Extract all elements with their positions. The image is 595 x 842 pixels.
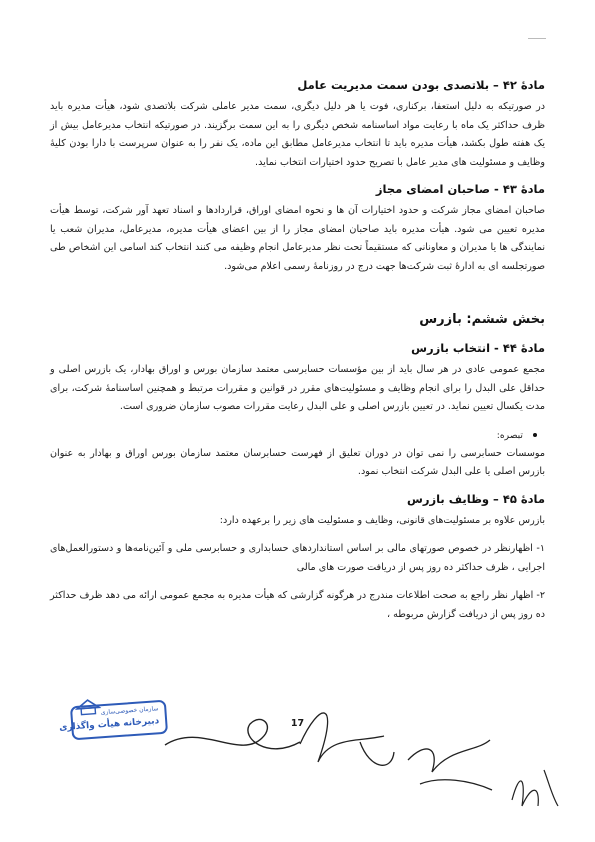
article-43-body: صاحبان امضای مجاز شرکت و حدود اختیارات آن ها و نحوه امضای اوراق، قراردادها و اسناد تعهد آور شرکت، توسط هیأت مدیره تعیین می شود. هیأت مدیره باید صاحبان امضای مجاز را از بین اعضای هیأت مدیره، مدیرعامل، مدیران شعب یا نمایندگی ها یا مدیران و معاونانی که مستقیماً تحت نظر مدیرعامل انجام وظیفه می کنند انتخاب کند اسامی این اشخاص طی صورتجلسه ای به ادارهٔ ثبت شرکت‌ها جهت درج در روزنامهٔ رسمی اعلام می‌شود. xyxy=(50,205,545,272)
stamp-line-2: دبیرخانه هیأت واگذاری xyxy=(58,716,160,734)
signature-1 xyxy=(165,719,300,748)
article-45-item-1: ۱- اظهارنظر در خصوص صورتهای مالی بر اساس استانداردهای حسابداری و حسابرسی ملی و آئین‌نامه‌ها و دستورالعمل‌های اجرایی ، ظرف حداکثر ده روز پس از دریافت صورت های مالی xyxy=(50,543,545,573)
page-number: 17 xyxy=(290,718,305,729)
article-42-body: در صورتیکه به دلیل استعفا، برکناری، فوت یا هر دلیل دیگری، سمت مدیر عاملی شرکت بلاتصدی شود، هیأت مدیره باید ظرف حداکثر یک ماه با رعایت مواد اساسنامه شخص دیگری را به این سمت برگزیند. در صورتیکه انتخاب مدیرعامل بیش از یک هفته طول بکشد، هیأت مدیره باید تا انتخاب مدیرعامل مطابق این ماده، یک نفر را به عنوان سرپرست با دارا بودن کلیهٔ وظایف و مسئولیت های مدیر عامل با تصریح حدود اختیارات انتخاب نماید. xyxy=(50,101,545,168)
note-label: تبصره: xyxy=(496,429,523,441)
signature-4 xyxy=(512,770,558,806)
signature-3 xyxy=(408,740,492,790)
article-42-title: مادهٔ ۴۲ – بلاتصدی بودن سمت مدیریت عامل xyxy=(297,78,545,92)
signature-2 xyxy=(300,713,394,765)
note-body: موسسات حسابرسی را نمی توان در دوران تعلیق از فهرست حسابرسان معتمد سازمان بورس اوراق و بهادار به عنوان بازرس اصلی یا علی البدل شرکت انتخاب نمود. xyxy=(50,447,545,477)
section-title: بخش ششم: بازرس xyxy=(419,312,545,327)
article-45-item-2: ۲- اظهار نظر راجع به صحت اطلاعات مندرج در هرگونه گزارشی که هیأت مدیره به مجمع عمومی ارائه می دهد ظرف حداکثر ده روز پس از دریافت گزارش مربوطه ، xyxy=(50,590,545,620)
article-45-title: مادهٔ ۴۵ – وظایف بازرس xyxy=(406,491,545,506)
article-45-intro: بازرس علاوه بر مسئولیت‌های قانونی، وظایف و مسئولیت های زیر را برعهده دارد: xyxy=(219,514,545,526)
article-44-body: مجمع عمومی عادی در هر سال باید از بین مؤسسات حسابرسی معتمد سازمان بورس و اوراق بهادار، یک بازرس اصلی و حداقل علی البدل را برای انجام وظایف و مسئولیت‌های مقرر در قوانین و مقررات مرتبط و همچنین اساسنامهٔ شرکت، برای مدت یکسال تعیین نماید. در تعیین بازرس اصلی و علی البدل رعایت مقررات مصوب سازمان ضروری است. xyxy=(50,364,545,412)
article-44-title: مادهٔ ۴۴ - انتخاب بازرس xyxy=(411,341,545,355)
article-43-title: مادهٔ ۴۳ - صاحبان امضای مجاز xyxy=(375,182,545,196)
stamp-line-1: سازمان خصوصی‌سازی xyxy=(100,705,159,717)
